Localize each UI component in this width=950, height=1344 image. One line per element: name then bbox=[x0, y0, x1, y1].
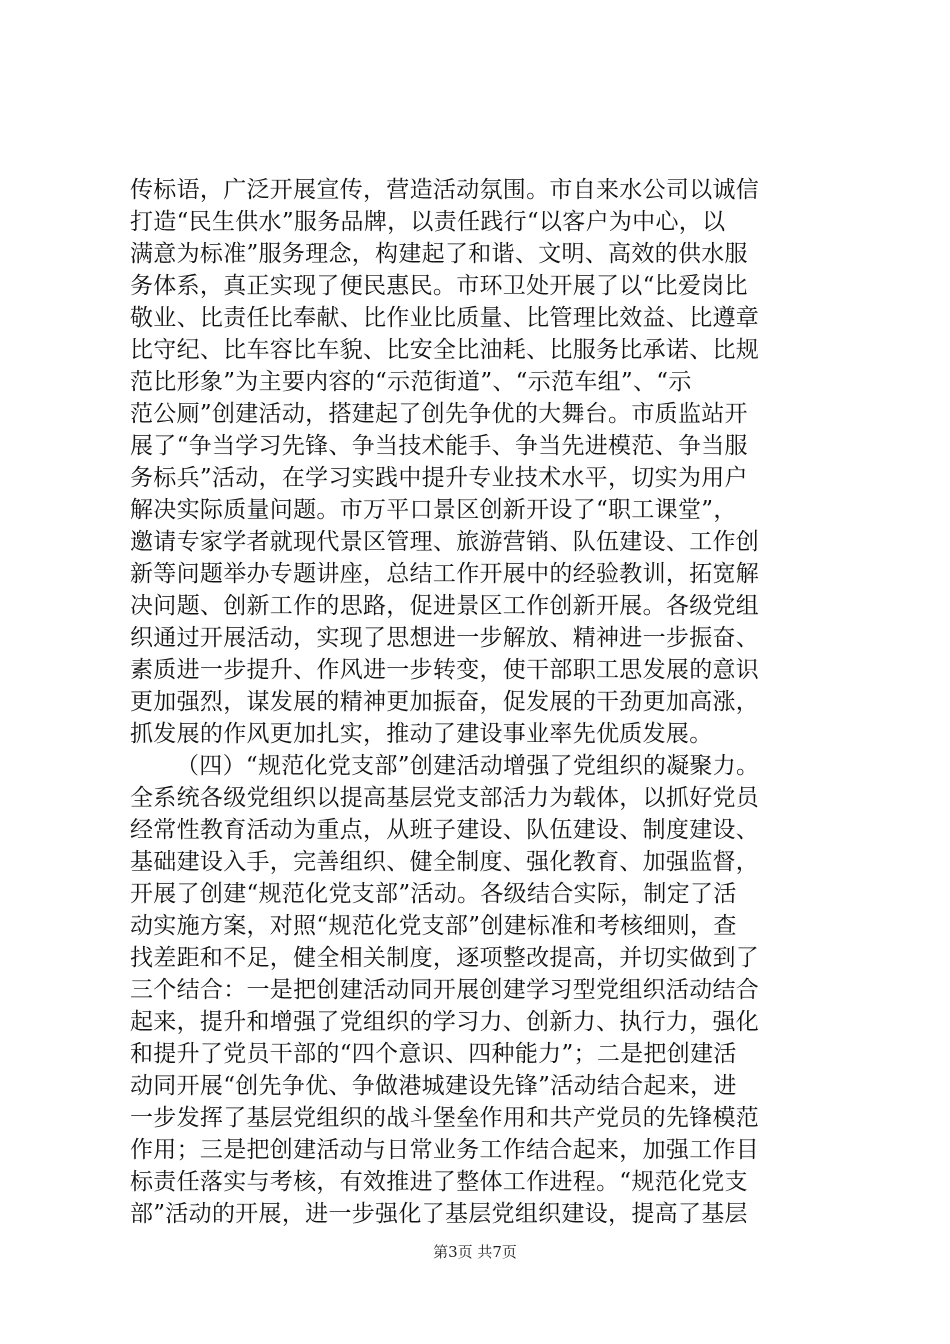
body-line: 比守纪、比车容比车貌、比安全比油耗、比服务比承诺、比规 bbox=[130, 337, 760, 363]
body-line: 动同开展“创先争优、争做港城建设先锋”活动结合起来，进 bbox=[130, 1073, 737, 1099]
document-body bbox=[130, 174, 830, 1230]
body-line: 经常性教育活动为重点，从班子建设、队伍建设、制度建设、 bbox=[130, 817, 760, 843]
body-line: 动实施方案，对照“规范化党支部”创建标准和考核细则，查 bbox=[130, 913, 737, 939]
body-line: 作用；三是把创建活动与日常业务工作结合起来，加强工作目 bbox=[130, 1137, 760, 1163]
body-line: 开展了创建“规范化党支部”活动。各级结合实际，制定了活 bbox=[130, 881, 737, 907]
body-line: 新等问题举办专题讲座，总结工作开展中的经验教训，拓宽解 bbox=[130, 561, 760, 587]
body-line: 决问题、创新工作的思路，促进景区工作创新开展。各级党组 bbox=[130, 593, 760, 619]
body-line: 范公厕”创建活动，搭建起了创先争优的大舞台。市质监站开 bbox=[130, 401, 748, 427]
page-number-footer: 第3页 共7页 bbox=[433, 1243, 517, 1261]
body-line: 织通过开展活动，实现了思想进一步解放、精神进一步振奋、 bbox=[130, 625, 760, 651]
body-line: 务体系，真正实现了便民惠民。市环卫处开展了以“比爱岗比 bbox=[130, 273, 748, 299]
body-line: 标责任落实与考核，有效推进了整体工作进程。“规范化党支 bbox=[130, 1169, 748, 1195]
body-line: 起来，提升和增强了党组织的学习力、创新力、执行力，强化 bbox=[130, 1009, 760, 1035]
body-line: 展了“争当学习先锋、争当技术能手、争当先进模范、争当服 bbox=[130, 433, 748, 459]
body-line: 一步发挥了基层党组织的战斗堡垒作用和共产党员的先锋模范 bbox=[130, 1105, 760, 1131]
section-heading: （四）“规范化党支部”创建活动增强了党组织的凝聚力。 bbox=[176, 753, 760, 779]
body-line: 打造“民生供水”服务品牌，以责任践行“以客户为中心，以 bbox=[130, 209, 726, 235]
body-line: 抓发展的作风更加扎实，推动了建设事业率先优质发展。 bbox=[130, 721, 713, 747]
body-line: 满意为标准”服务理念，构建起了和谐、文明、高效的供水服 bbox=[130, 241, 748, 267]
body-line: 解决实际质量问题。市万平口景区创新开设了“职工课堂”， bbox=[130, 497, 737, 523]
body-line: 全系统各级党组织以提高基层党支部活力为载体，以抓好党员 bbox=[130, 785, 760, 811]
body-line: 务标兵”活动，在学习实践中提升专业技术水平，切实为用户 bbox=[130, 465, 748, 491]
body-line: 素质进一步提升、作风进一步转变，使干部职工思发展的意识 bbox=[130, 657, 760, 683]
body-line: 传标语，广泛开展宣传，营造活动氛围。市自来水公司以诚信 bbox=[130, 177, 760, 203]
body-line: 基础建设入手，完善组织、健全制度、强化教育、加强监督， bbox=[130, 849, 760, 875]
body-line: 更加强烈，谋发展的精神更加振奋，促发展的干劲更加高涨， bbox=[130, 689, 760, 715]
body-line: 和提升了党员干部的“四个意识、四种能力”；二是把创建活 bbox=[130, 1041, 737, 1067]
body-line: 部”活动的开展，进一步强化了基层党组织建设，提高了基层 bbox=[130, 1201, 748, 1227]
body-line: 三个结合：一是把创建活动同开展创建学习型党组织活动结合 bbox=[130, 977, 760, 1003]
body-line: 敬业、比责任比奉献、比作业比质量、比管理比效益、比遵章 bbox=[130, 305, 760, 331]
body-line: 邀请专家学者就现代景区管理、旅游营销、队伍建设、工作创 bbox=[130, 529, 760, 555]
body-line: 范比形象”为主要内容的“示范街道”、“示范车组”、“示 bbox=[130, 369, 692, 395]
body-line: 找差距和不足，健全相关制度，逐项整改提高，并切实做到了 bbox=[130, 945, 760, 971]
